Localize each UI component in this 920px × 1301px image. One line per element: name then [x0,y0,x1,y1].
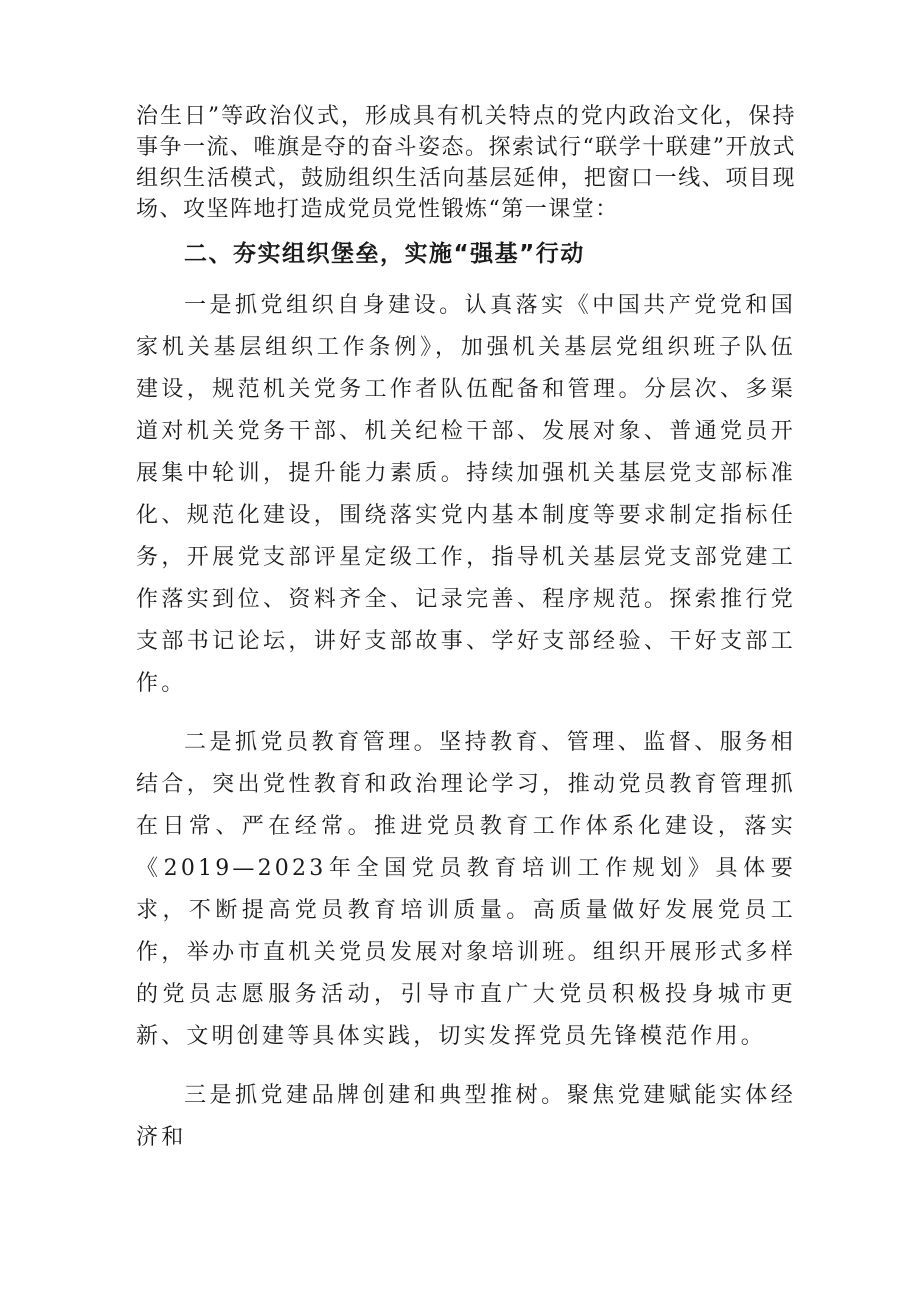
body-text [136,285,796,1176]
paragraph-member-education: 二是抓党员教育管理。坚持教育、管理、监督、服务相结合，突出党性教育和政治理论学习，推动党员教育管理抓在日常、严在经常。推进党员教育工作体系化建设，落实《2019—2023年全国党员教育培训工作规划》具体要求，不断提高党员教育培训质量。高质量做好发展党员工作，举办市直机关党员发展对象培训班。组织开展形式多样的党员志愿服务活动，引导市直广大党员积极投身城市更新、文明创建等具体实践，切实发挥党员先锋模范作用。 [136,730,796,1049]
section-heading: 二、夯实组织堡垒，实施“强基”行动 [184,241,585,267]
paragraph-brand-building: 三是抓党建品牌创建和典型推树。聚焦党建赋能实体经济和 [136,1083,796,1150]
paragraph-party-organization: 一是抓党组织自身建设。认真落实《中国共产党党和国家机关基层组织工作条例》，加强机关基层党组织班子队伍建设，规范机关党务工作者队伍配备和管理。分层次、多渠道对机关党务干部、机关纪检干部、发展对象、普通党员开展集中轮训，提升能力素质。持续加强机关基层党支部标准化、规范化建设，围绕落实党内基本制度等要求制定指标任务，开展党支部评星定级工作，指导机关基层党支部党建工作落实到位、资料齐全、记录完善、程序规范。探索推行党支部书记论坛，讲好支部故事、学好支部经验、干好支部工作。 [136,293,796,696]
continued-paragraph: 治生日”等政治仪式，形成具有机关特点的党内政治文化，保持事争一流、唯旗是夺的奋斗姿态。探索试行“联学十联建”开放式组织生活模式，鼓励组织生活向基层延伸，把窗口一线、项目现场、攻坚阵地打造成党员党性锻炼“第一课堂： [136,104,796,222]
